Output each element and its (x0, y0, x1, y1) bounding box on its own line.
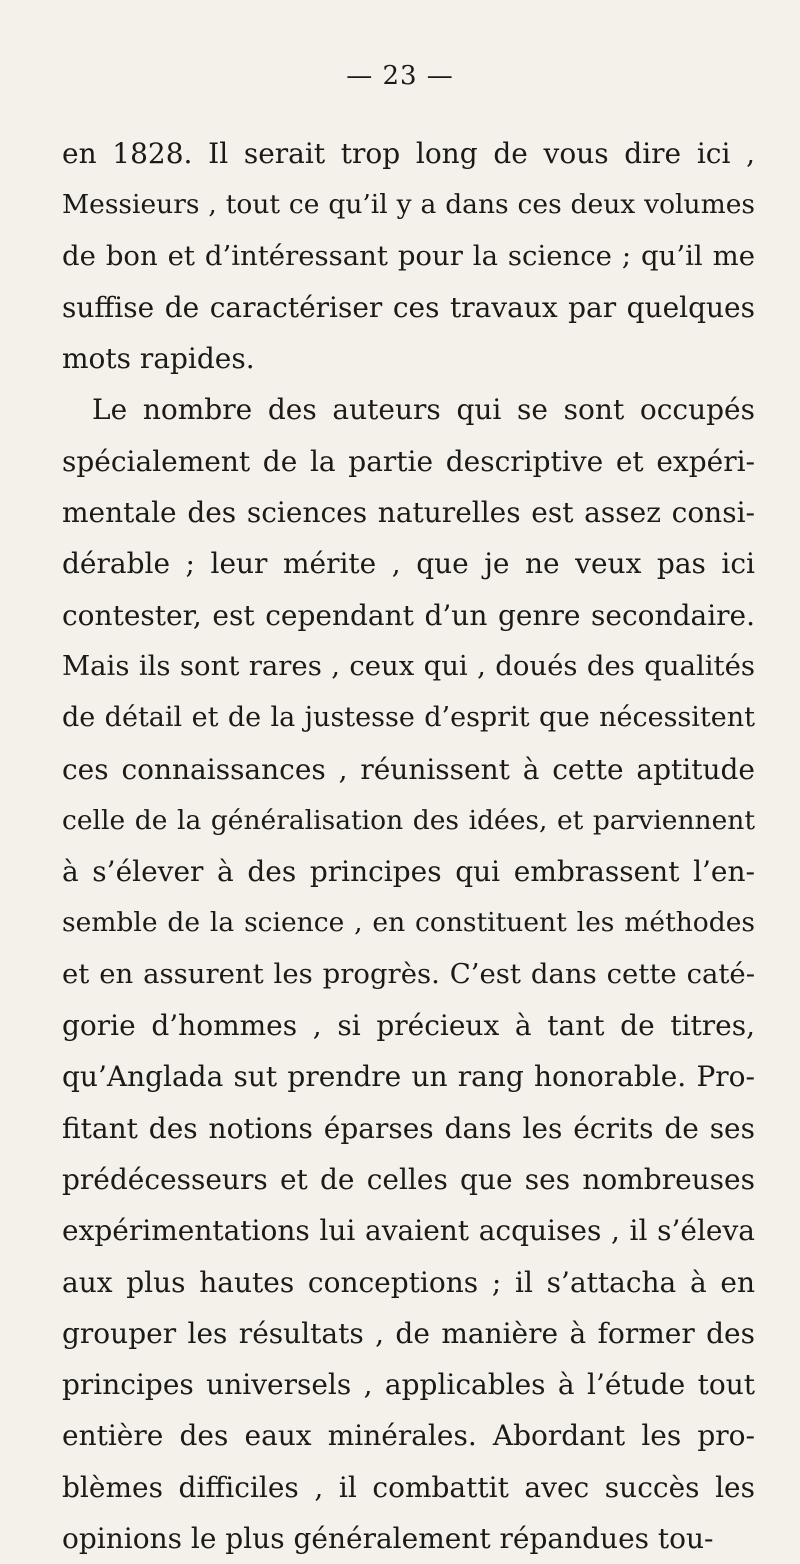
text-line: suffise de caractériser ces travaux par quelques (62, 290, 755, 324)
text-line: Mais ils sont rares , ceux qui , doués des qualités (62, 649, 755, 682)
text-line: spécialement de la partie descriptive et expéri- (62, 444, 755, 478)
text-line: mots rapides. (62, 342, 255, 376)
text-line: et en assurent les progrès. C’est dans cette caté- (62, 957, 755, 990)
text-line: entière des eaux minérales. Abordant les pro- (62, 1419, 755, 1453)
text-line: de bon et d’intéressant pour la science ; qu’il me (62, 239, 755, 272)
text-line: dérable ; leur mérite , que je ne veux pas ici (62, 547, 755, 581)
text-line: opinions le plus généralement répandues tou- (62, 1522, 714, 1556)
text-line: en 1828. Il serait trop long de vous dire ici , (62, 137, 755, 170)
text-line: Messieurs , tout ce qu’il y a dans ces deux volumes (62, 189, 755, 221)
text-line: de détail et de la justesse d’esprit que nécessitent (62, 702, 755, 734)
page-number: — 23 — (346, 61, 454, 91)
text-line: semble de la science , en constituent les méthodes (62, 907, 755, 939)
text-line: principes universels , applicables à l’étude tout (62, 1368, 755, 1402)
text-line: contester, est cependant d’un genre secondaire. (62, 598, 755, 632)
body-text (62, 128, 755, 1564)
paragraph-start-line: Le nombre des auteurs qui se sont occupés (92, 393, 755, 427)
text-line: expérimentations lui avaient acquises , il s’éleva (62, 1214, 755, 1248)
text-line: à s’élever à des principes qui embrassent l’en- (62, 855, 755, 889)
text-line: qu’Anglada sut prendre un rang honorable. Pro- (62, 1060, 755, 1094)
text-line: grouper les résultats , de manière à former des (62, 1316, 755, 1350)
text-line: aux plus hautes conceptions ; il s’attacha à en (62, 1265, 755, 1299)
text-line: fitant des notions éparses dans les écrits de ses (62, 1111, 755, 1145)
text-line: gorie d’hommes , si précieux à tant de titres, (62, 1009, 755, 1043)
text-line: mentale des sciences naturelles est assez consi- (62, 496, 755, 530)
text-line: celle de la généralisation des idées, et parviennent (62, 804, 755, 836)
text-line: ces connaissances , réunissent à cette aptitude (62, 752, 755, 786)
text-line: blèmes difficiles , il combattit avec succès les (62, 1470, 755, 1504)
text-line: prédécesseurs et de celles que ses nombreuses (62, 1162, 755, 1196)
